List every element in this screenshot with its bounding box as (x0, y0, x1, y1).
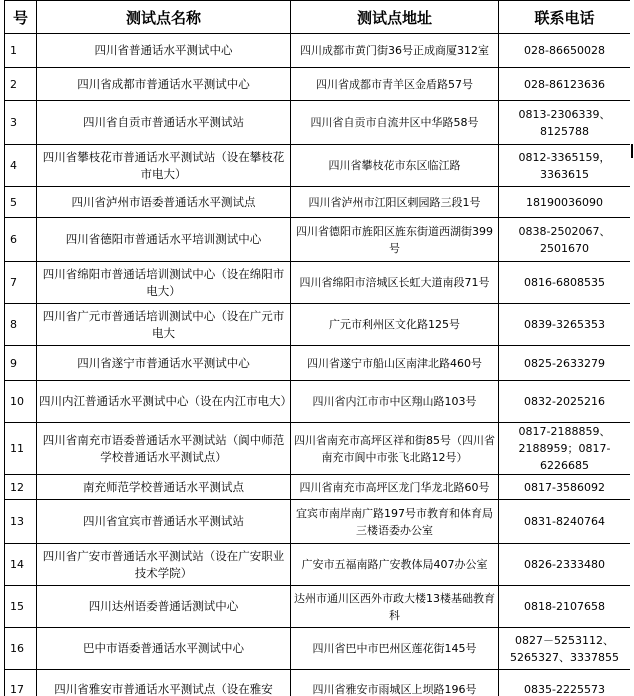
header-phone: 联系电话 (499, 1, 631, 34)
table-row (5, 68, 631, 101)
header-no: 号 (5, 1, 37, 34)
row-no: 11 (5, 423, 37, 475)
row-no: 13 (5, 500, 37, 544)
row-phone: 028-86650028 (499, 34, 631, 68)
row-no: 5 (5, 187, 37, 218)
row-no: 14 (5, 544, 37, 586)
test-center-table (4, 0, 630, 696)
row-address: 达州市通川区西外市政大楼13楼基础教育科 (291, 586, 499, 628)
row-address: 四川省成都市青羊区金盾路57号 (291, 68, 499, 101)
row-name: 四川省成都市普通话水平测试中心 (37, 68, 291, 101)
row-phone: 0827－5253112、5265327、3337855 (499, 628, 631, 670)
row-address: 四川省雅安市雨城区上坝路196号 (291, 670, 499, 696)
row-phone: 0826-2333480 (499, 544, 631, 586)
row-phone: 0825-2633279 (499, 346, 631, 381)
table-row (5, 346, 631, 381)
row-name: 南充师范学校普通话水平测试点 (37, 475, 291, 500)
row-address: 四川省南充市高坪区龙门华龙北路60号 (291, 475, 499, 500)
header-row (5, 1, 631, 34)
row-name: 四川省遂宁市普通话水平测试中心 (37, 346, 291, 381)
row-phone: 0813-2306339、8125788 (499, 101, 631, 145)
table-row (5, 218, 631, 262)
row-name: 四川省自贡市普通话水平测试站 (37, 101, 291, 145)
header-address: 测试点地址 (291, 1, 499, 34)
row-address: 宜宾市南岸南广路197号市教育和体育局三楼语委办公室 (291, 500, 499, 544)
table-container (4, 0, 630, 696)
row-phone: 0817-2188859、2188959；0817-6226685 (499, 423, 631, 475)
row-name: 四川省绵阳市普通话培训测试中心（设在绵阳市电大） (37, 262, 291, 304)
row-phone: 0817-3586092 (499, 475, 631, 500)
row-phone: 0816-6808535 (499, 262, 631, 304)
row-address: 广元市利州区文化路125号 (291, 304, 499, 346)
row-address: 四川省南充市高坪区祥和街85号（四川省南充市阆中市张飞北路12号） (291, 423, 499, 475)
row-name: 四川省广安市普通话水平测试站（设在广安职业技术学院） (37, 544, 291, 586)
row-phone: 028-86123636 (499, 68, 631, 101)
row-no: 15 (5, 586, 37, 628)
table-row (5, 34, 631, 68)
row-no: 6 (5, 218, 37, 262)
table-row (5, 423, 631, 475)
text-cursor (631, 144, 633, 158)
row-phone: 0812-3365159，3363615 (499, 145, 631, 187)
row-name: 四川内江普通话水平测试中心（设在内江市电大） (37, 381, 291, 423)
row-address: 四川省遂宁市船山区南津北路460号 (291, 346, 499, 381)
table-row (5, 670, 631, 696)
table-row (5, 500, 631, 544)
row-name: 巴中市语委普通话水平测试中心 (37, 628, 291, 670)
row-no: 17 (5, 670, 37, 696)
row-no: 12 (5, 475, 37, 500)
row-address: 四川省攀枝花市东区临江路 (291, 145, 499, 187)
row-name: 四川省德阳市普通话水平培训测试中心 (37, 218, 291, 262)
row-no: 9 (5, 346, 37, 381)
row-no: 16 (5, 628, 37, 670)
row-address: 四川省泸州市江阳区剌园路三段1号 (291, 187, 499, 218)
row-name: 四川省广元市普通话培训测试中心（设在广元市电大 (37, 304, 291, 346)
row-name: 四川省攀枝花市普通话水平测试站（设在攀枝花市电大） (37, 145, 291, 187)
row-address: 四川省巴中市巴州区莲花街145号 (291, 628, 499, 670)
row-no: 1 (5, 34, 37, 68)
row-address: 四川成都市黄门街36号正成商厦312室 (291, 34, 499, 68)
table-row (5, 304, 631, 346)
table-row (5, 544, 631, 586)
row-address: 四川省德阳市旌阳区旌东街道西湖街399号 (291, 218, 499, 262)
row-phone: 18190036090 (499, 187, 631, 218)
row-phone: 0838-2502067、2501670 (499, 218, 631, 262)
table-row (5, 381, 631, 423)
table-row (5, 628, 631, 670)
row-phone: 0818-2107658 (499, 586, 631, 628)
table-row (5, 475, 631, 500)
table-row (5, 586, 631, 628)
row-no: 2 (5, 68, 37, 101)
row-no: 7 (5, 262, 37, 304)
row-name: 四川达州语委普通话测试中心 (37, 586, 291, 628)
row-address: 四川省绵阳市涪城区长虹大道南段71号 (291, 262, 499, 304)
table-row (5, 187, 631, 218)
row-address: 广安市五福南路广安教体局407办公室 (291, 544, 499, 586)
row-name: 四川省普通话水平测试中心 (37, 34, 291, 68)
row-phone: 0835-2225573 (499, 670, 631, 696)
row-phone: 0839-3265353 (499, 304, 631, 346)
header-name: 测试点名称 (37, 1, 291, 34)
row-no: 10 (5, 381, 37, 423)
row-no: 8 (5, 304, 37, 346)
row-phone: 0831-8240764 (499, 500, 631, 544)
row-address: 四川省内江市市中区翔山路103号 (291, 381, 499, 423)
row-phone: 0832-2025216 (499, 381, 631, 423)
row-no: 4 (5, 145, 37, 187)
table-row (5, 101, 631, 145)
row-name: 四川省宜宾市普通话水平测试站 (37, 500, 291, 544)
table-row (5, 145, 631, 187)
row-address: 四川省自贡市自流井区中华路58号 (291, 101, 499, 145)
row-no: 3 (5, 101, 37, 145)
table-row (5, 262, 631, 304)
row-name: 四川省泸州市语委普通话水平测试点 (37, 187, 291, 218)
row-name: 四川省雅安市普通话水平测试点（设在雅安 (37, 670, 291, 696)
row-name: 四川省南充市语委普通话水平测试站（阆中师范学校普通话水平测试点） (37, 423, 291, 475)
